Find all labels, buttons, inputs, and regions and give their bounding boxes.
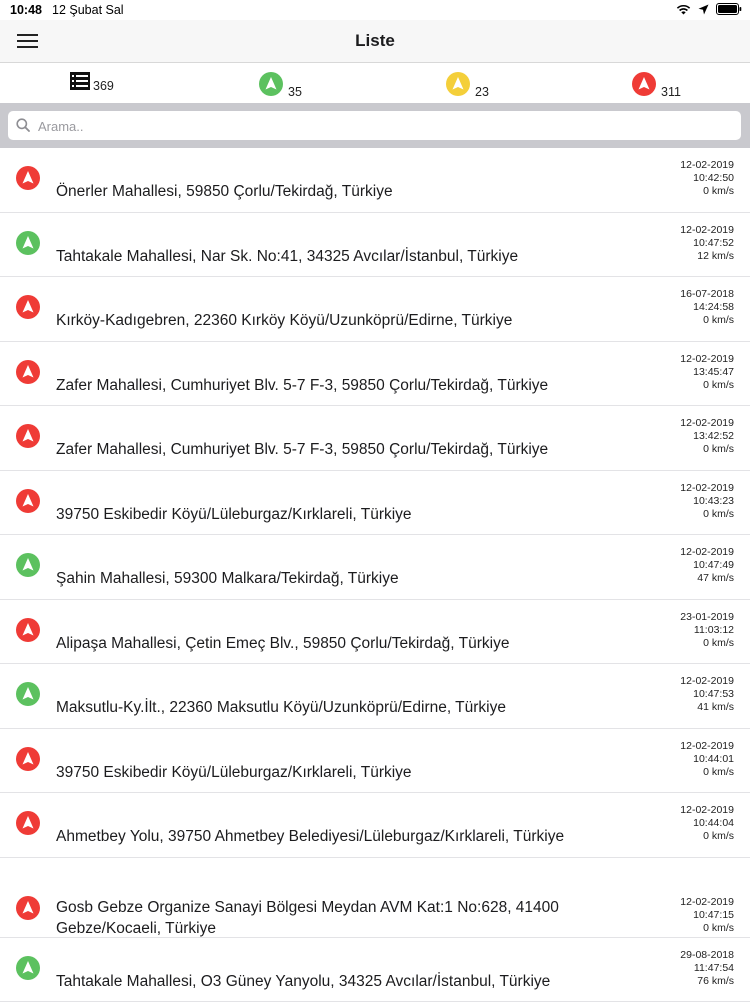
item-time: 11:03:12 (680, 624, 734, 637)
list-item[interactable] (0, 148, 750, 213)
location-arrow-icon (698, 4, 709, 15)
item-speed: 0 km/s (680, 508, 734, 521)
yellow-status-icon (446, 72, 470, 96)
green-status-icon (16, 682, 40, 706)
filter-all[interactable] (70, 72, 130, 100)
green-status-icon (16, 553, 40, 577)
item-speed: 0 km/s (680, 185, 734, 198)
item-meta (680, 417, 734, 456)
red-status-icon (16, 295, 40, 319)
search-box[interactable] (8, 111, 741, 140)
list-item[interactable] (0, 406, 750, 471)
item-address: Alipaşa Mahallesi, Çetin Emeç Blv., 59850 Çorlu/Tekirdağ, Türkiye (56, 633, 616, 654)
item-meta (680, 949, 734, 988)
item-speed: 0 km/s (680, 766, 734, 779)
item-date: 12-02-2019 (680, 353, 734, 366)
list-item[interactable] (0, 938, 750, 1002)
yellow-count: 23 (475, 85, 489, 99)
item-meta (680, 353, 734, 392)
item-meta (680, 740, 734, 779)
total-count: 369 (93, 79, 114, 93)
item-speed: 12 km/s (680, 250, 734, 263)
item-meta (680, 611, 734, 650)
red-status-icon (16, 166, 40, 190)
filter-green[interactable] (259, 72, 319, 100)
green-status-icon (16, 231, 40, 255)
list-item[interactable] (0, 793, 750, 858)
vehicle-list (0, 148, 750, 1002)
red-status-icon (16, 424, 40, 448)
item-time: 10:44:01 (680, 753, 734, 766)
red-status-icon (16, 360, 40, 384)
item-time: 10:44:04 (680, 817, 734, 830)
item-time: 13:45:47 (680, 366, 734, 379)
item-time: 10:47:52 (680, 237, 734, 250)
search-input[interactable] (36, 114, 730, 138)
green-count: 35 (288, 85, 302, 99)
item-address: 39750 Eskibedir Köyü/Lüleburgaz/Kırklareli, Türkiye (56, 762, 616, 783)
item-date: 29-08-2018 (680, 949, 734, 962)
item-date: 12-02-2019 (680, 896, 734, 909)
search-icon (16, 118, 30, 132)
item-date: 12-02-2019 (680, 546, 734, 559)
red-status-icon (16, 489, 40, 513)
item-address: Tahtakale Mahallesi, O3 Güney Yanyolu, 34325 Avcılar/İstanbul, Türkiye (56, 971, 616, 992)
item-address: Gosb Gebze Organize Sanayi Bölgesi Meydan AVM Kat:1 No:628, 41400 Gebze/Kocaeli, Türkiye (56, 897, 616, 939)
status-time: 10:48 (10, 3, 42, 17)
list-item[interactable] (0, 277, 750, 342)
item-date: 12-02-2019 (680, 224, 734, 237)
stats-bar (0, 63, 750, 103)
item-date: 12-02-2019 (680, 740, 734, 753)
item-speed: 0 km/s (680, 443, 734, 456)
list-item[interactable] (0, 858, 750, 938)
list-item[interactable] (0, 342, 750, 407)
page-title: Liste (0, 31, 750, 51)
item-date: 12-02-2019 (680, 675, 734, 688)
list-item[interactable] (0, 664, 750, 729)
red-status-icon (16, 747, 40, 771)
item-speed: 47 km/s (680, 572, 734, 585)
status-bar (0, 0, 750, 20)
item-meta (680, 159, 734, 198)
item-time: 10:47:15 (680, 909, 734, 922)
red-count: 311 (661, 85, 681, 99)
item-speed: 41 km/s (680, 701, 734, 714)
item-time: 10:47:53 (680, 688, 734, 701)
item-date: 12-02-2019 (680, 482, 734, 495)
item-speed: 0 km/s (680, 922, 734, 935)
red-status-icon (632, 72, 656, 96)
item-time: 10:43:23 (680, 495, 734, 508)
item-speed: 0 km/s (680, 314, 734, 327)
list-icon (70, 72, 90, 90)
item-meta (680, 804, 734, 843)
item-meta (680, 896, 734, 935)
item-speed: 76 km/s (680, 975, 734, 988)
item-time: 10:42:50 (680, 172, 734, 185)
item-address: Önerler Mahallesi, 59850 Çorlu/Tekirdağ, Türkiye (56, 181, 616, 202)
red-status-icon (16, 896, 40, 920)
item-date: 23-01-2019 (680, 611, 734, 624)
item-address: 39750 Eskibedir Köyü/Lüleburgaz/Kırklareli, Türkiye (56, 504, 616, 525)
list-item[interactable] (0, 535, 750, 600)
filter-red[interactable] (632, 72, 692, 100)
item-time: 10:47:49 (680, 559, 734, 572)
list-item[interactable] (0, 729, 750, 794)
item-speed: 0 km/s (680, 830, 734, 843)
status-date: 12 Şubat Sal (52, 3, 124, 17)
item-address: Tahtakale Mahallesi, Nar Sk. No:41, 34325 Avcılar/İstanbul, Türkiye (56, 246, 616, 267)
item-address: Şahin Mahallesi, 59300 Malkara/Tekirdağ, Türkiye (56, 568, 616, 589)
item-meta (680, 482, 734, 521)
list-item[interactable] (0, 471, 750, 536)
item-date: 12-02-2019 (680, 417, 734, 430)
green-status-icon (16, 956, 40, 980)
item-meta (680, 675, 734, 714)
red-status-icon (16, 811, 40, 835)
item-speed: 0 km/s (680, 379, 734, 392)
item-date: 12-02-2019 (680, 159, 734, 172)
filter-yellow[interactable] (446, 72, 506, 100)
item-address: Maksutlu-Ky.İlt., 22360 Maksutlu Köyü/Uzunköprü/Edirne, Türkiye (56, 697, 616, 718)
battery-icon (716, 3, 742, 15)
list-item[interactable] (0, 213, 750, 278)
item-time: 13:42:52 (680, 430, 734, 443)
red-status-icon (16, 618, 40, 642)
item-time: 14:24:58 (680, 301, 734, 314)
item-date: 16-07-2018 (680, 288, 734, 301)
item-time: 11:47:54 (680, 962, 734, 975)
item-meta (680, 224, 734, 263)
item-address: Ahmetbey Yolu, 39750 Ahmetbey Belediyesi/Lüleburgaz/Kırklareli, Türkiye (56, 826, 616, 847)
item-address: Kırköy-Kadıgebren, 22360 Kırköy Köyü/Uzunköprü/Edirne, Türkiye (56, 310, 616, 331)
item-meta (680, 546, 734, 585)
item-address: Zafer Mahallesi, Cumhuriyet Blv. 5-7 F-3, 59850 Çorlu/Tekirdağ, Türkiye (56, 439, 616, 460)
item-speed: 0 km/s (680, 637, 734, 650)
wifi-icon (676, 4, 691, 15)
item-meta (680, 288, 734, 327)
list-item[interactable] (0, 600, 750, 665)
nav-bar (0, 20, 750, 63)
status-icons (676, 3, 742, 15)
search-bar (0, 103, 750, 148)
item-date: 12-02-2019 (680, 804, 734, 817)
item-address: Zafer Mahallesi, Cumhuriyet Blv. 5-7 F-3, 59850 Çorlu/Tekirdağ, Türkiye (56, 375, 616, 396)
green-status-icon (259, 72, 283, 96)
